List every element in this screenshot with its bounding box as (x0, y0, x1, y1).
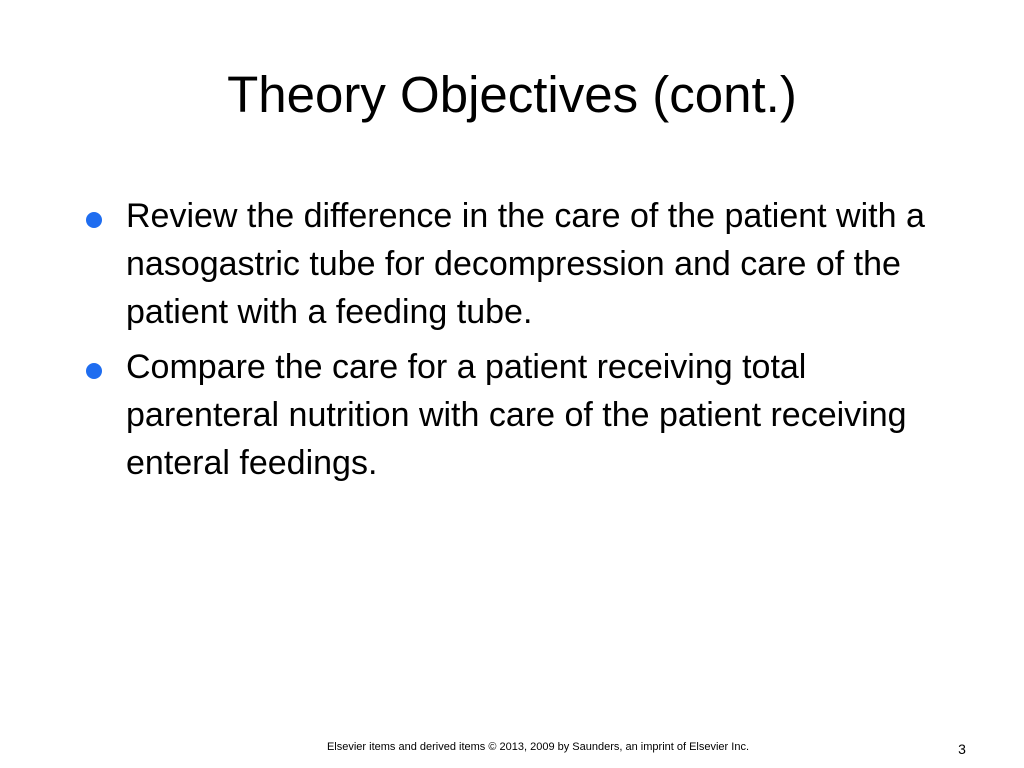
bullet-item (86, 192, 946, 336)
footer-copyright: Elsevier items and derived items © 2013, 2009 by Saunders, an imprint of Elsevier Inc. (326, 741, 750, 753)
page-number: 3 (958, 741, 966, 757)
bullet-dot-icon (86, 212, 102, 228)
bullet-text: Compare the care for a patient receiving total parenteral nutrition with care of the patient receiving enteral feedings. (126, 348, 907, 482)
bullet-dot-icon (86, 363, 102, 379)
bullet-item (86, 343, 946, 487)
bullet-text: Review the difference in the care of the patient with a nasogastric tube for decompression and care of the patient with a feeding tube. (126, 197, 925, 331)
slide-title: Theory Objectives (cont.) (227, 66, 797, 123)
bullet-list (86, 192, 946, 494)
